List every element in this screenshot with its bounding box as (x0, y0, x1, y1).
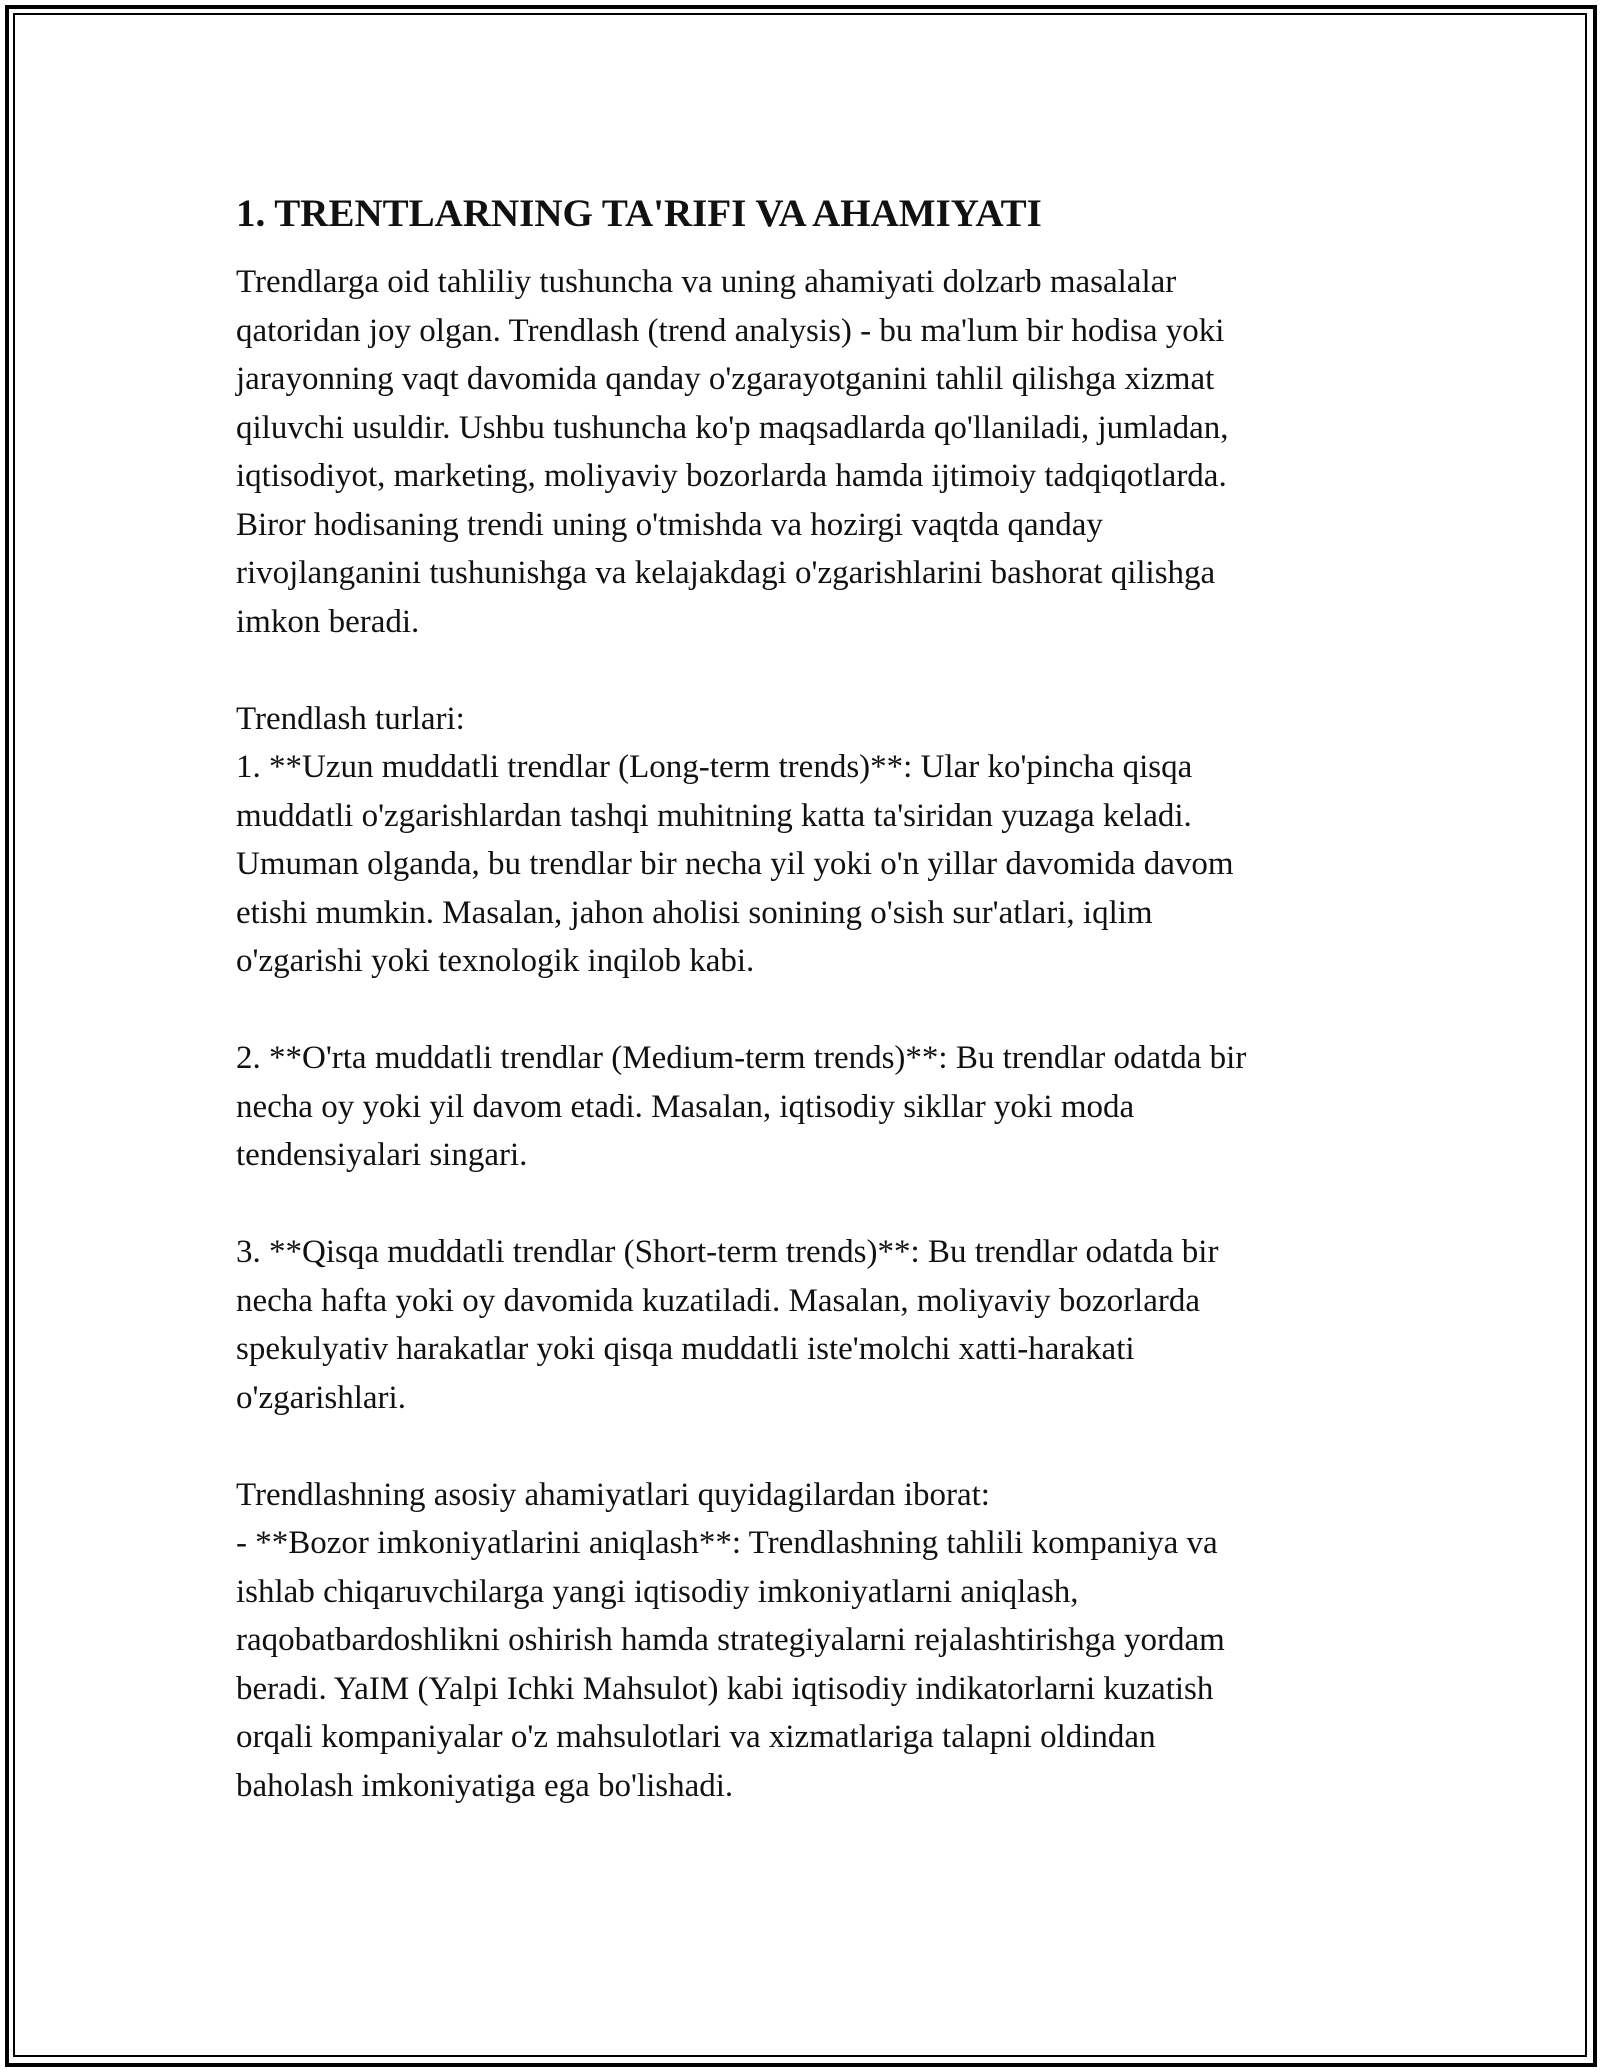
text-line: qiluvchi usuldir. Ushbu tushuncha ko'p maqsadlarda qo'llaniladi, jumladan, (236, 409, 1229, 446)
text-line: - **Bozor imkoniyatlarini aniqlash**: Trendlashning tahlili kompaniya va (236, 1525, 1218, 1561)
text-line: Biror hodisaning trendi uning o'tmishda va hozirgi vaqtda qanday (236, 506, 1103, 543)
text-line: spekulyativ harakatlar yoki qisqa muddatli iste'molchi xatti-harakati (236, 1331, 1135, 1367)
text-line: Trendlarga oid tahliliy tushuncha va uning ahamiyati dolzarb masalalar (236, 264, 1177, 300)
text-line: raqobatbardoshlikni oshirish hamda strategiyalarni rejalashtirishga yordam (236, 1622, 1225, 1658)
blank-line (236, 986, 1376, 1035)
text-line: jarayonning vaqt davomida qanday o'zgarayotganini tahlil qilishga xizmat (236, 361, 1215, 397)
blank-line (236, 1422, 1376, 1471)
text-line: orqali kompaniyalar o'z mahsulotlari va xizmatlariga talapni oldindan (236, 1719, 1156, 1755)
text-line: iqtisodiyot, marketing, moliyaviy bozorlarda hamda ijtimoiy tadqiqotlarda. (236, 458, 1227, 494)
document-body (236, 258, 1376, 1810)
text-line: rivojlanganini tushunishga va kelajakdagi o'zgarishlarini bashorat qilishga (236, 555, 1216, 591)
text-line: necha hafta yoki oy davomida kuzatiladi. Masalan, moliyaviy bozorlarda (236, 1282, 1201, 1319)
text-line: baholash imkoniyatiga ega bo'lishadi. (236, 1767, 734, 1804)
text-line: necha oy yoki yil davom etadi. Masalan, iqtisodiy sikllar yoki moda (236, 1088, 1135, 1125)
text-line: etishi mumkin. Masalan, jahon aholisi sonining o'sish sur'atlari, iqlim (236, 894, 1153, 931)
text-line: 1. **Uzun muddatli trendlar (Long-term trends)**: Ular ko'pincha qisqa (236, 749, 1193, 785)
text-line: beradi. YaIM (Yalpi Ichki Mahsulot) kabi iqtisodiy indikatorlarni kuzatish (236, 1670, 1214, 1707)
blank-line (236, 646, 1376, 695)
text-line: 3. **Qisqa muddatli trendlar (Short-term trends)**: Bu trendlar odatda bir (236, 1234, 1219, 1270)
document-title: 1. TRENTLARNING TA'RIFI VA AHAMIYATI (236, 192, 1042, 235)
text-line: 2. **O'rta muddatli trendlar (Medium-term trends)**: Bu trendlar odatda bir (236, 1040, 1247, 1076)
blank-line (236, 1180, 1376, 1229)
text-line: ishlab chiqaruvchilarga yangi iqtisodiy imkoniyatlarni aniqlash, (236, 1573, 1079, 1610)
document-page (236, 190, 1376, 1810)
text-line: imkon beradi. (236, 603, 420, 640)
text-line: qatoridan joy olgan. Trendlash (trend analysis) - bu ma'lum bir hodisa yoki (236, 312, 1225, 349)
text-line: Trendlash turlari: (236, 700, 465, 737)
text-line: muddatli o'zgarishlardan tashqi muhitning katta ta'siridan yuzaga keladi. (236, 797, 1192, 834)
text-line: o'zgarishlari. (236, 1379, 406, 1416)
text-line: Umuman olganda, bu trendlar bir necha yil yoki o'n yillar davomida davom (236, 846, 1234, 882)
text-line: tendensiyalari singari. (236, 1137, 528, 1173)
text-line: Trendlashning asosiy ahamiyatlari quyidagilardan iborat: (236, 1476, 990, 1513)
text-line: o'zgarishi yoki texnologik inqilob kabi. (236, 943, 755, 979)
